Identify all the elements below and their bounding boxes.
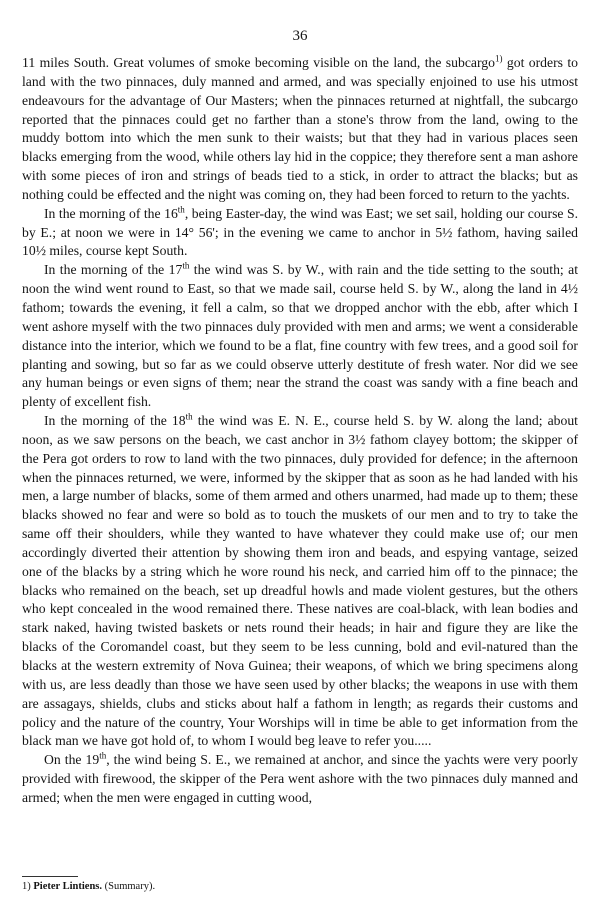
text-run: In the morning of the 18 — [44, 413, 186, 429]
paragraph-3 — [22, 261, 578, 412]
text-run: 11 miles South. Great volumes of smoke becoming visible on the land, the subcargo — [22, 55, 495, 70]
text-run: In the morning of the 17 — [44, 262, 183, 278]
superscript: th — [177, 204, 185, 215]
text-run: In the morning of the 16 — [44, 205, 178, 221]
text-run: , the wind being S. E., we remained at anchor, and since the yachts were very poorly provided with firewood, the skipper of the Pera went ashore with the two pinnaces duly manned and armed; when the men were engaged in cutting wood, — [22, 752, 578, 805]
text-run: On the 19 — [44, 752, 100, 768]
text-run: got orders to land with the two pinnaces, duly manned and armed, and was specially enjoined to use his utmost endeavours for the advantage of Our Masters; when the pinnaces returned at nightfall, the subcargo reported that the pinnaces could get no farther than a stone's throw from the land, owing to the muddy bottom into which the men sunk to their waists; but that they had in various places seen blacks emerging from the wood, while others lay hid in the coppice; they therefore sent a man ashore with some pieces of iron and strings of beads tied to a stick, in order to attract the blacks; but as nothing could be effected and the night was coming on, they had been forced to return to the yachts. — [22, 55, 579, 202]
paragraph-5 — [22, 751, 578, 808]
body-text — [22, 54, 578, 808]
superscript: 1) — [494, 53, 503, 64]
footnote — [22, 880, 155, 893]
superscript: th — [99, 750, 107, 761]
text-run: the wind was E. N. E., course held S. by W. along the land; about noon, as we saw persons on the beach, we cast anchor in 3½ fathom clayey bottom; the skipper of the Pera got orders to row to land with the two pinnaces, duly provided for defence; in the afternoon when the pinnaces returned, we were, informed by the skipper that as soon as he had landed with his men, a large number of blacks, some of them armed and others unarmed, had made up to them; these blacks showed no fear and were so bold as to touch the muskets of our men and to try to take the same off their shoulders, while they wanted to have whatever they could make use of; our men accordingly diverted their attention by showing them iron and beads, and espying vantage, seized one of the blacks by a string which he wore round his neck, and carried him off to the pinnace; the blacks who remained on the beach, set up dreadful howls and made violent gestures, but the others who kept concealed in the wood remained there. These natives are coal-black, with lean bodies and stark naked, having twisted baskets or nets round their heads; in hair and figure they are like the blacks of the Coromandel coast, but they seem to be less cunning, bold and evil-natured than the blacks at the western extremity of Nova Guinea; their weapons, of which we bring specimens along with us, are less deadly than those we have seen used by other blacks; the weapons in use with them are assagays, shields, clubs and sticks about half a fathom in length; as regards their customs and policy and the nature of the country, Your Worships will in time be able to get information from the black man we have got hold of, to whom I would beg leave to refer you..... — [22, 413, 578, 749]
footnote-note: (Summary). — [104, 881, 156, 892]
footnote-name: Pieter Lintiens. — [33, 881, 103, 892]
paragraph-4 — [22, 412, 578, 751]
text-run: , being Easter-day, the wind was East; we set sail, holding our course S. by E.; at noon we were in 14° 56'; in the evening we came to anchor in 5½ fathom, having sailed 10½ miles, course kept South. — [22, 205, 579, 259]
superscript: th — [185, 411, 193, 422]
footnote-marker: 1) — [22, 881, 31, 892]
superscript: th — [182, 260, 190, 271]
footnote-divider — [22, 876, 78, 877]
paragraph-2 — [22, 205, 578, 262]
page-number: 36 — [292, 28, 308, 44]
paragraph-1 — [22, 54, 578, 205]
text-run: the wind was S. by W., with rain and the tide setting to the south; at noon the wind went round to East, so that we made sail, course held S. by W., along the land in 4½ fathom; towards the evening, it fell a calm, so that we dropped anchor with the ebb, after which I went ashore myself with the two pinnaces duly provided with men and arms; we went a considerable distance into the interior, which we found to be a flat, fine country with few trees, and a good soil for planting and sowing, but so far as we could observe utterly destitute of fresh water. Nor did we see any human beings or even signs of them; near the strand the coast was sandy with a fine beach and plenty of excellent fish. — [22, 262, 578, 410]
